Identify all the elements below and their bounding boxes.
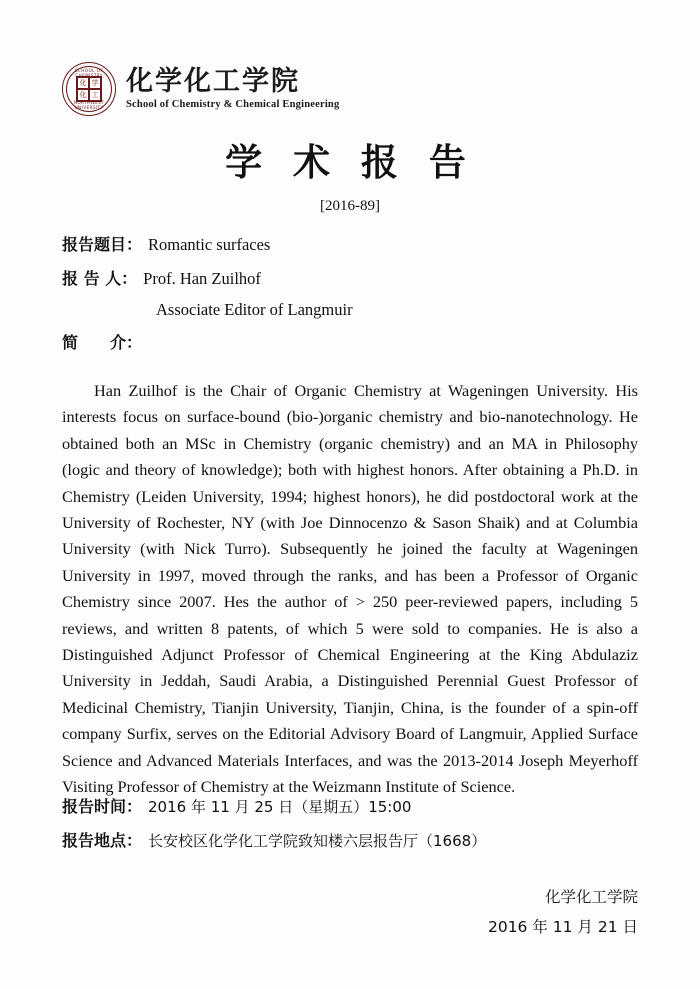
seal-glyph-4: 工 — [89, 89, 101, 101]
speaker-value: Prof. Han Zuilhof — [143, 269, 261, 288]
seal-glyph-3: 化 — [77, 89, 89, 101]
page-title: 学 术 报 告 — [225, 141, 475, 184]
biography-paragraph: Han Zuilhof is the Chair of Organic Chemistry at Wageningen University. His interests focus on surface-bound (bio-)organic chemistry and bio-nanotechnology. He obtained both an MSc in Chemistry (organic chemistry) and an MA in Philosophy (logic and theory of knowledge); both with highest honors. After obtaining a Ph.D. in Chemistry (Leiden University, 1994; highest honors), he did postdoctoral work at the University of Rochester, NY (with Joe Dinnocenzo & Sason Shaik) and at Columbia University (with Nick Turro). Subsequently he joined the faculty at Wageningen University in 1997, moved through the ranks, and has been a Professor of Organic Chemistry since 2007. Hes the author of > 250 peer-reviewed papers, including 5 reviews, and written 8 patents, of which 5 were sold to companies. He is also a Distinguished Adjunct Professor of Chemical Engineering at the King Abdulaziz University in Jeddah, Saudi Arabia, a Distinguished Perennial Guest Professor of Medicinal Chemistry, Tianjin University, Tianjin, China, is the founder of a spin-off company Surfix, serves on the Editorial Advisory Board of Langmuir, Applied Surface Science and Advanced Materials Interfaces, and was the 2013-2014 Joseph Meyerhoff Visiting Professor of Chemistry at the Weizmann Institute of Science. — [62, 381, 638, 797]
speaker-label: 报 告 人： — [62, 269, 138, 288]
place-value: 长安校区化学化工学院致知楼六层报告厅（1668） — [148, 832, 487, 850]
intro-label: 简 介： — [62, 333, 143, 352]
field-row-topic — [62, 232, 638, 255]
topic-label: 报告题目： — [62, 235, 143, 254]
seal-top-text: SCHOOL OF CHEMISTRY — [74, 68, 104, 78]
signature-date: 2016 年 11 月 21 日 — [487, 918, 638, 936]
letterhead-text — [126, 67, 339, 112]
field-row-place — [62, 828, 638, 851]
seal-bottom-text: NORTHWEST UNIVERSITY — [73, 100, 105, 110]
header-fields — [62, 232, 638, 364]
seal-glyph-1: 化 — [77, 77, 89, 89]
seal-glyph-2: 学 — [89, 77, 101, 89]
field-row-time — [62, 794, 638, 817]
seal-core — [76, 76, 102, 102]
time-value: 2016 年 11 月 25 日（星期五）15:00 — [148, 798, 412, 816]
signature-block — [488, 882, 638, 942]
footer-fields — [62, 794, 638, 862]
field-row-speaker — [62, 266, 638, 289]
signature-organization: 化学化工学院 — [544, 888, 638, 906]
speaker-affiliation: Associate Editor of Langmuir — [156, 300, 353, 319]
document-number: [2016-89] — [320, 198, 380, 214]
university-seal-icon — [62, 62, 116, 116]
time-label: 报告时间： — [62, 797, 143, 816]
school-name-en: School of Chemistry & Chemical Engineering — [126, 98, 340, 110]
school-name-cn: 化学化工学院 — [126, 65, 300, 97]
field-row-intro — [62, 330, 638, 353]
letterhead — [62, 62, 339, 116]
topic-value: Romantic surfaces — [148, 235, 271, 254]
place-label: 报告地点： — [62, 831, 143, 850]
